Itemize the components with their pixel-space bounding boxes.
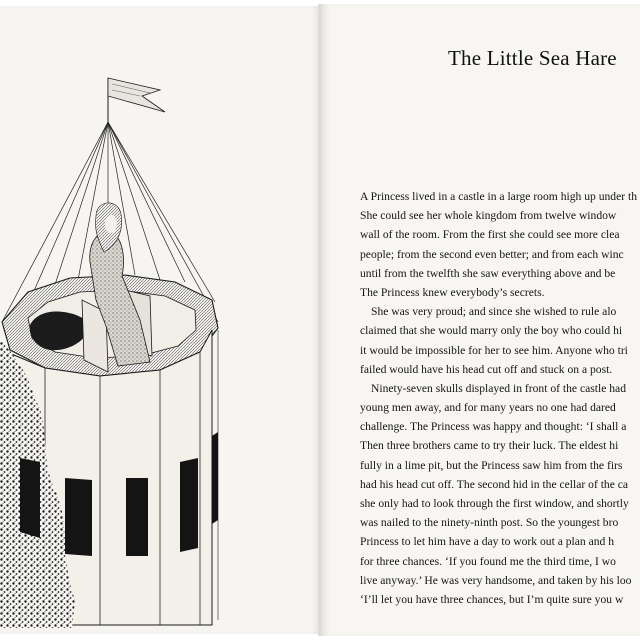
text-line: claimed that she would marry only the boy who could hi — [360, 324, 623, 338]
text-line: until from the twelfth she saw everything above and be — [360, 266, 616, 280]
text-line: she only had to look through the first window, and shortly — [360, 497, 629, 510]
text-line: for three chances. ‘If you found me the third time, I wo — [360, 554, 616, 568]
text-line: fully in a lime pit, but the Princess saw him from the firs — [360, 458, 623, 472]
text-line: it would be impossible for her to see him. Anyone who tri — [360, 343, 628, 357]
text-line: ‘I’ll let you have three chances, but I’m quite sure you w — [360, 592, 624, 606]
text-line: Then three brothers came to try their luck. The eldest hi — [360, 439, 619, 453]
text-line: failed would have his head cut off and stuck on a post. — [360, 362, 613, 376]
text-line: people; from the second even better; and from each winc — [360, 247, 624, 261]
text-line: was nailed to the ninety-ninth post. So the youngest bro — [360, 516, 619, 530]
text-line: Ninety-seven skulls displayed in front of the castle had — [371, 381, 627, 395]
text-line: The Princess knew everybody’s secrets. — [360, 285, 545, 299]
text-line: had his head cut off. The second hid in the cellar of the ca — [360, 477, 629, 491]
text-line: young men away, and for many years no one had dared — [360, 401, 616, 415]
story-title: The Little Sea Hare — [448, 46, 617, 70]
text-line: wall of the room. From the first she could see more clea — [360, 228, 620, 242]
text-line: She was very proud; and since she wished to rule alo — [371, 305, 617, 319]
flag-icon — [108, 78, 165, 122]
text-line: live anyway.’ He was very handsome, and taken by his loo — [360, 573, 632, 587]
text-line: She could see her whole kingdom from twelve window — [360, 209, 617, 223]
text-line: A Princess lived in a castle in a large room high up under th — [360, 190, 638, 203]
text-line: challenge. The Princess was happy and thought: ‘I shall a — [360, 420, 627, 434]
story-body — [360, 187, 640, 609]
text-line: Princess to let him have a day to work out a plan and h — [360, 535, 615, 549]
